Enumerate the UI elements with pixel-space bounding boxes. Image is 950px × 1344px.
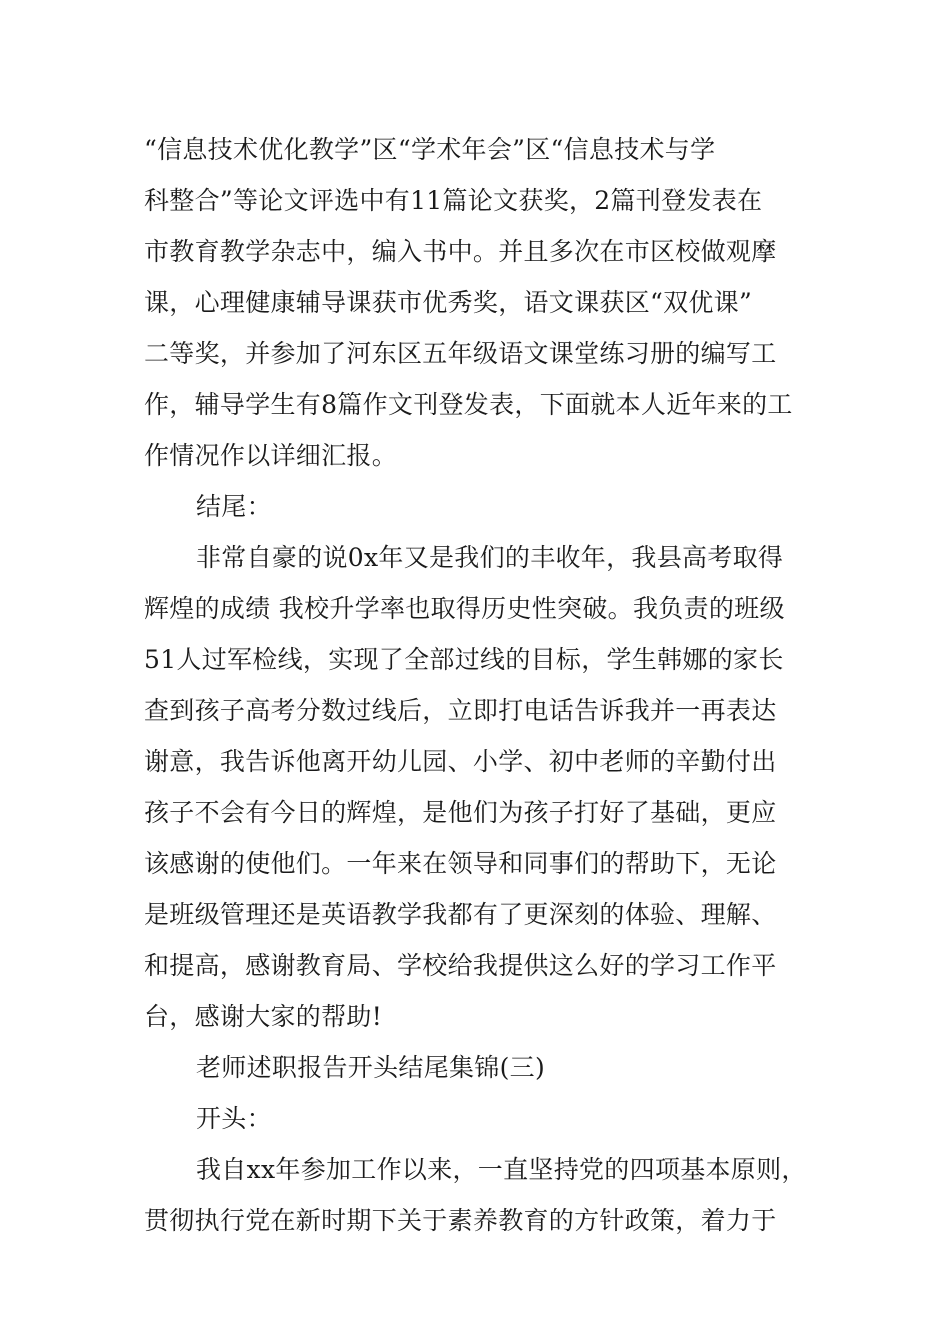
text-line: 作，辅导学生有8篇作文刊登发表，下面就本人近年来的工: [144, 390, 793, 419]
text-line: 是班级管理还是英语教学我都有了更深刻的体验、理解、: [144, 900, 777, 929]
text-line: 贯彻执行党在新时期下关于素养教育的方针政策，着力于: [144, 1206, 777, 1235]
text-line: 市教育教学杂志中，编入书中。并且多次在市区校做观摩: [144, 237, 777, 266]
text-line: 台，感谢大家的帮助!: [144, 1002, 383, 1031]
text-line: 作情况作以详细汇报。: [144, 441, 398, 470]
text-line: 我自xx年参加工作以来，一直坚持党的四项基本原则，: [196, 1155, 807, 1184]
text-line: 和提高，感谢教育局、学校给我提供这么好的学习工作平: [144, 951, 777, 980]
text-line: “信息技术优化教学”区“学术年会”区“信息技术与学: [144, 135, 716, 164]
section-label-ending: 结尾：: [196, 492, 272, 521]
document-body: [144, 124, 824, 1246]
text-line: 孩子不会有今日的辉煌，是他们为孩子打好了基础，更应: [144, 798, 777, 827]
section-label-opening: 开头：: [196, 1104, 272, 1133]
text-line: 谢意，我告诉他离开幼儿园、小学、初中老师的辛勤付出: [144, 747, 777, 776]
text-line: 51人过军检线，实现了全部过线的目标，学生韩娜的家长: [144, 645, 784, 674]
text-line: 非常自豪的说0x年又是我们的丰收年，我县高考取得: [196, 543, 784, 572]
text-line: 课，心理健康辅导课获市优秀奖，语文课获区“双优课”: [144, 288, 753, 317]
text-line: 辉煌的成绩 我校升学率也取得历史性突破。我负责的班级: [144, 594, 785, 623]
text-line: 该感谢的使他们。一年来在领导和同事们的帮助下，无论: [144, 849, 777, 878]
text-line: 二等奖，并参加了河东区五年级语文课堂练习册的编写工: [144, 339, 777, 368]
text-line: 科整合”等论文评选中有11篇论文获奖，2篇刊登发表在: [144, 186, 763, 215]
text-line: 查到孩子高考分数过线后，立即打电话告诉我并一再表达: [144, 696, 777, 725]
section-heading: 老师述职报告开头结尾集锦(三): [196, 1053, 546, 1082]
